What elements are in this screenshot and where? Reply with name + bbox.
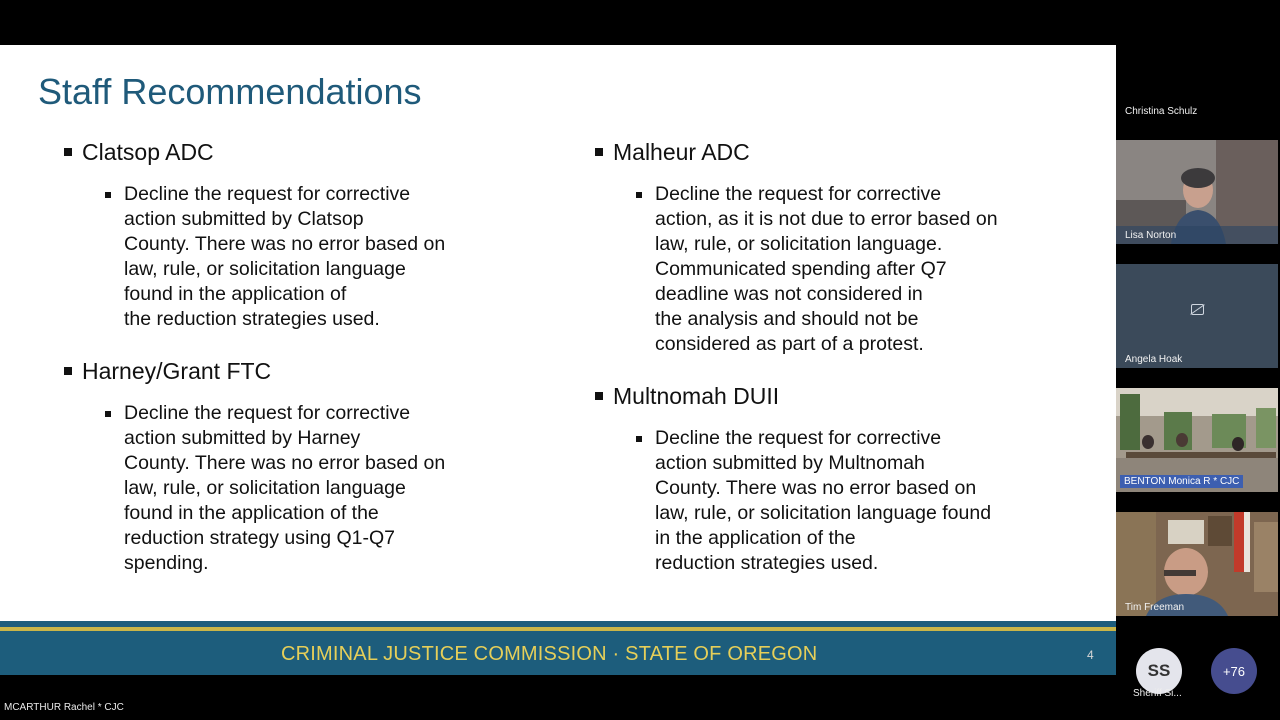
presenter-name: MCARTHUR Rachel * CJC bbox=[4, 702, 124, 713]
more-participants-button[interactable]: +76 bbox=[1211, 648, 1257, 694]
section-heading: Harney/Grant FTC bbox=[62, 356, 532, 386]
left-column bbox=[62, 137, 532, 576]
section-item: Decline the request for corrective action submitted by Multnomah County. There was no error based on law, rule, or solicitation language found in the application of the reduction strategies used. bbox=[593, 426, 1083, 576]
participant-tile[interactable] bbox=[1116, 388, 1278, 492]
avatar-name: Sheriff Si... bbox=[1133, 688, 1182, 699]
recommendation-section bbox=[62, 356, 532, 576]
footer-text: CRIMINAL JUSTICE COMMISSION · STATE OF OREGON bbox=[281, 643, 818, 665]
participant-tile[interactable] bbox=[1116, 0, 1278, 118]
section-item: Decline the request for corrective action submitted by Harney County. There was no error based on law, rule, or solicitation language found in the application of the reduction strategy using Q1-Q7 spending. bbox=[62, 401, 532, 576]
participant-name: Tim Freeman bbox=[1125, 602, 1185, 613]
participant-tile[interactable] bbox=[1116, 512, 1278, 616]
participant-panel bbox=[1116, 0, 1280, 720]
right-column bbox=[593, 137, 1083, 576]
section-heading: Malheur ADC bbox=[593, 137, 1083, 167]
participant-name: Lisa Norton bbox=[1125, 230, 1177, 241]
section-heading: Multnomah DUII bbox=[593, 381, 1083, 411]
participant-tile[interactable] bbox=[1116, 140, 1278, 244]
page-number: 4 bbox=[1087, 648, 1094, 662]
camera-off-icon bbox=[1191, 304, 1204, 315]
participant-video bbox=[1116, 512, 1278, 616]
section-heading: Clatsop ADC bbox=[62, 137, 532, 167]
participant-avatar[interactable]: SS bbox=[1136, 648, 1182, 694]
recommendation-section bbox=[593, 137, 1083, 357]
section-item: Decline the request for corrective action, as it is not due to error based on law, rule, or solicitation language. Communicated spending after Q7 deadline was not considered in the analysis and should not be considered as part of a protest. bbox=[593, 182, 1083, 357]
recommendation-section bbox=[593, 381, 1083, 576]
participant-name: BENTON Monica R * CJC bbox=[1120, 475, 1243, 488]
participant-name: Angela Hoak bbox=[1125, 354, 1183, 365]
recommendation-section bbox=[62, 137, 532, 332]
participant-tile[interactable] bbox=[1116, 264, 1278, 368]
participant-video bbox=[1116, 140, 1278, 244]
slide-title: Staff Recommendations bbox=[38, 71, 422, 112]
section-item: Decline the request for corrective action submitted by Clatsop County. There was no error based on law, rule, or solicitation language found in the application of the reduction strategies used. bbox=[62, 182, 532, 332]
participant-name: Christina Schulz bbox=[1125, 106, 1198, 117]
presentation-slide bbox=[0, 45, 1116, 675]
slide-footer bbox=[0, 627, 1116, 675]
